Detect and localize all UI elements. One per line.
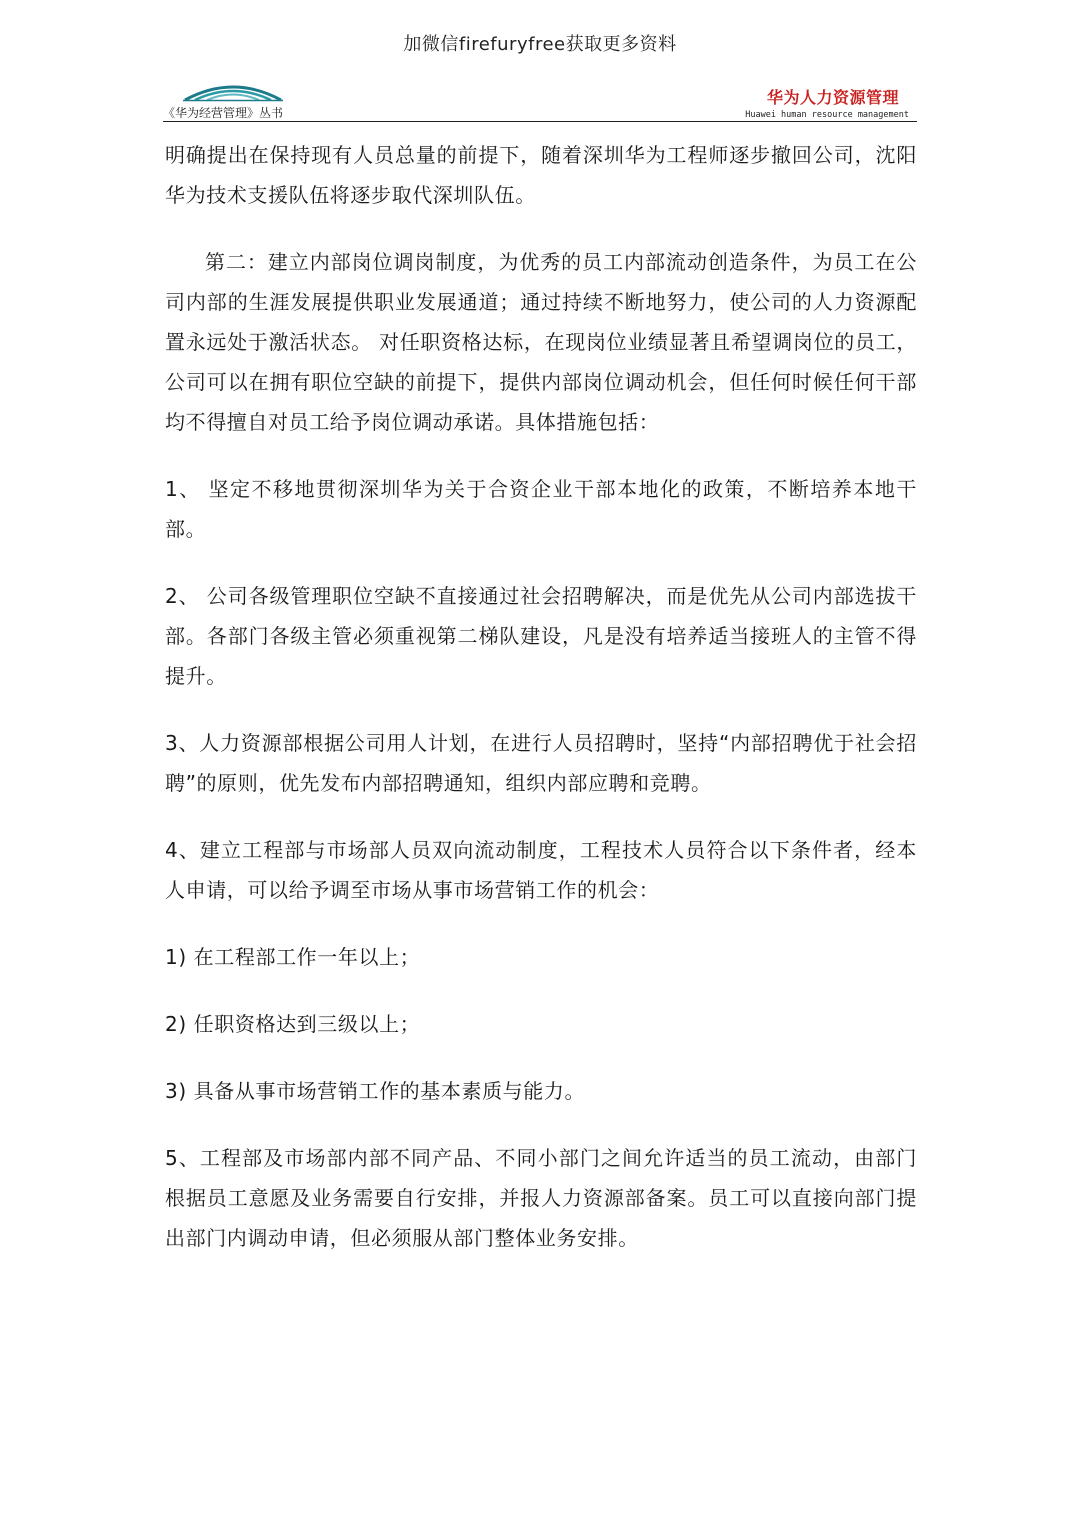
huawei-book-logo-icon [183, 78, 283, 102]
list-item: 1、 坚定不移地贯彻深圳华为关于合资企业干部本地化的政策，不断培养本地干部。 [165, 477, 917, 541]
paragraph: 第二：建立内部岗位调岗制度，为优秀的员工内部流动创造条件，为员工在公司内部的生涯发展提供职业发展通道；通过持续不断地努力，使公司的人力资源配置永远处于激活状态。 对任职资格达标，在现岗位业绩显著且希望调岗位的员工，公司可以在拥有职位空缺的前提下，提供内部岗位调动机会，但任何时候任何干部均不得擅自对员工给予岗位调动承诺。具体措施包括： [165, 250, 917, 434]
list-item: 5、工程部及市场部内部不同产品、不同小部门之间允许适当的员工流动，由部门根据员工意愿及业务需要自行安排，并报人力资源部备案。员工可以直接向部门提出部门内调动申请，但必须服从部门整体业务安排。 [165, 1146, 917, 1250]
list-item: 2、 公司各级管理职位空缺不直接通过社会招聘解决，而是优先从公司内部选拔干部。各部门各级主管必须重视第二梯队建设，凡是没有培养适当接班人的主管不得提升。 [165, 584, 917, 688]
sub-list-item: 1) 在工程部工作一年以上； [165, 945, 421, 969]
list-item: 4、建立工程部与市场部人员双向流动制度，工程技术人员符合以下条件者，经本人申请，可以给予调至市场从事市场营销工作的机会： [165, 838, 917, 902]
sub-list-item: 3) 具备从事市场营销工作的基本素质与能力。 [165, 1079, 586, 1103]
list-item: 3、人力资源部根据公司用人计划，在进行人员招聘时，坚持“内部招聘优于社会招聘”的原则，优先发布内部招聘通知，组织内部应聘和竞聘。 [165, 731, 917, 795]
brand-title-cn: 华为人力资源管理 [766, 88, 899, 107]
header-divider [163, 121, 917, 122]
sub-list-item: 2) 任职资格达到三级以上； [165, 1012, 421, 1036]
brand-title-en: Huawei human resource management [745, 110, 909, 120]
document-body [165, 135, 917, 1285]
paragraph: 明确提出在保持现有人员总量的前提下，随着深圳华为工程师逐步撤回公司，沈阳华为技术支援队伍将逐步取代深圳队伍。 [165, 143, 917, 207]
watermark-text: 加微信firefuryfree获取更多资料 [403, 34, 677, 55]
page-header [163, 78, 917, 124]
book-series-title: 《华为经营管理》丛书 [163, 106, 284, 120]
